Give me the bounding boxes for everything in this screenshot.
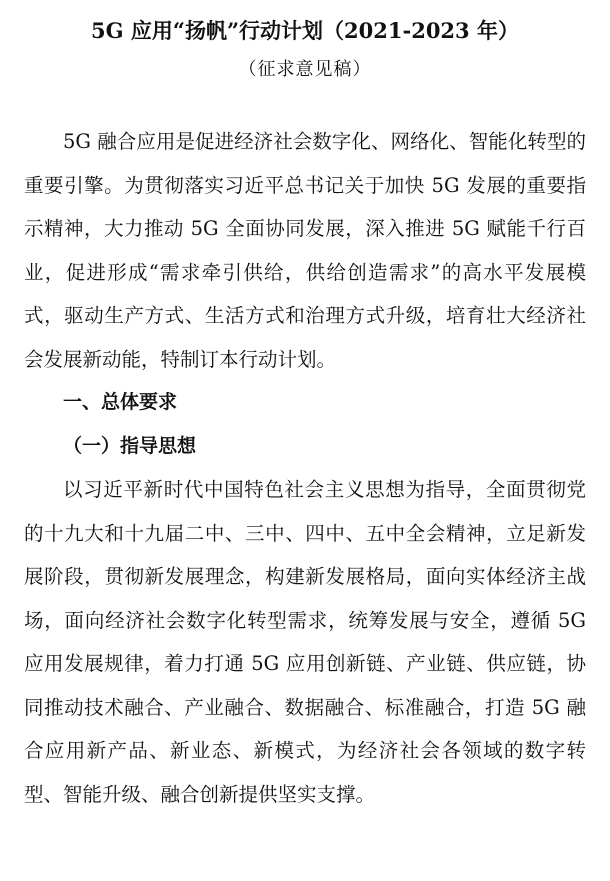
section-heading-general-requirements: 一、总体要求 bbox=[63, 391, 178, 413]
intro-paragraph: 5G 融合应用是促进经济社会数字化、网络化、智能化转型的重要引擎。为贯彻落实习近平总书记关于加快 5G 发展的重要指示精神，大力推动 5G 全面协同发展，深入推进 5G 赋能千行百业，促进形成“需求牵引供给，供给创造需求”的高水平发展模式，驱动生产方式、生活方式和治理方式升级，培育壮大经济社会发展新动能，特制订本行动计划。 bbox=[24, 130, 586, 371]
document-title: 5G 应用“扬帆”行动计划（2021-2023 年） bbox=[91, 18, 519, 43]
guiding-ideology-paragraph: 以习近平新时代中国特色社会主义思想为指导，全面贯彻党的十九大和十九届二中、三中、四中、五中全会精神，立足新发展阶段，贯彻新发展理念，构建新发展格局，面向实体经济主战场，面向经济社会数字化转型需求，统筹发展与安全，遵循 5G 应用发展规律，着力打通 5G 应用创新链、产业链、供应链，协同推动技术融合、产业融合、数据融合、标准融合，打造 5G 融合应用新产品、新业态、新模式，为经济社会各领域的数字转型、智能升级、融合创新提供坚实支撑。 bbox=[24, 478, 586, 806]
document-subtitle: （征求意见稿） bbox=[238, 59, 372, 80]
subsection-heading-guiding-ideology: （一）指导思想 bbox=[63, 434, 197, 457]
